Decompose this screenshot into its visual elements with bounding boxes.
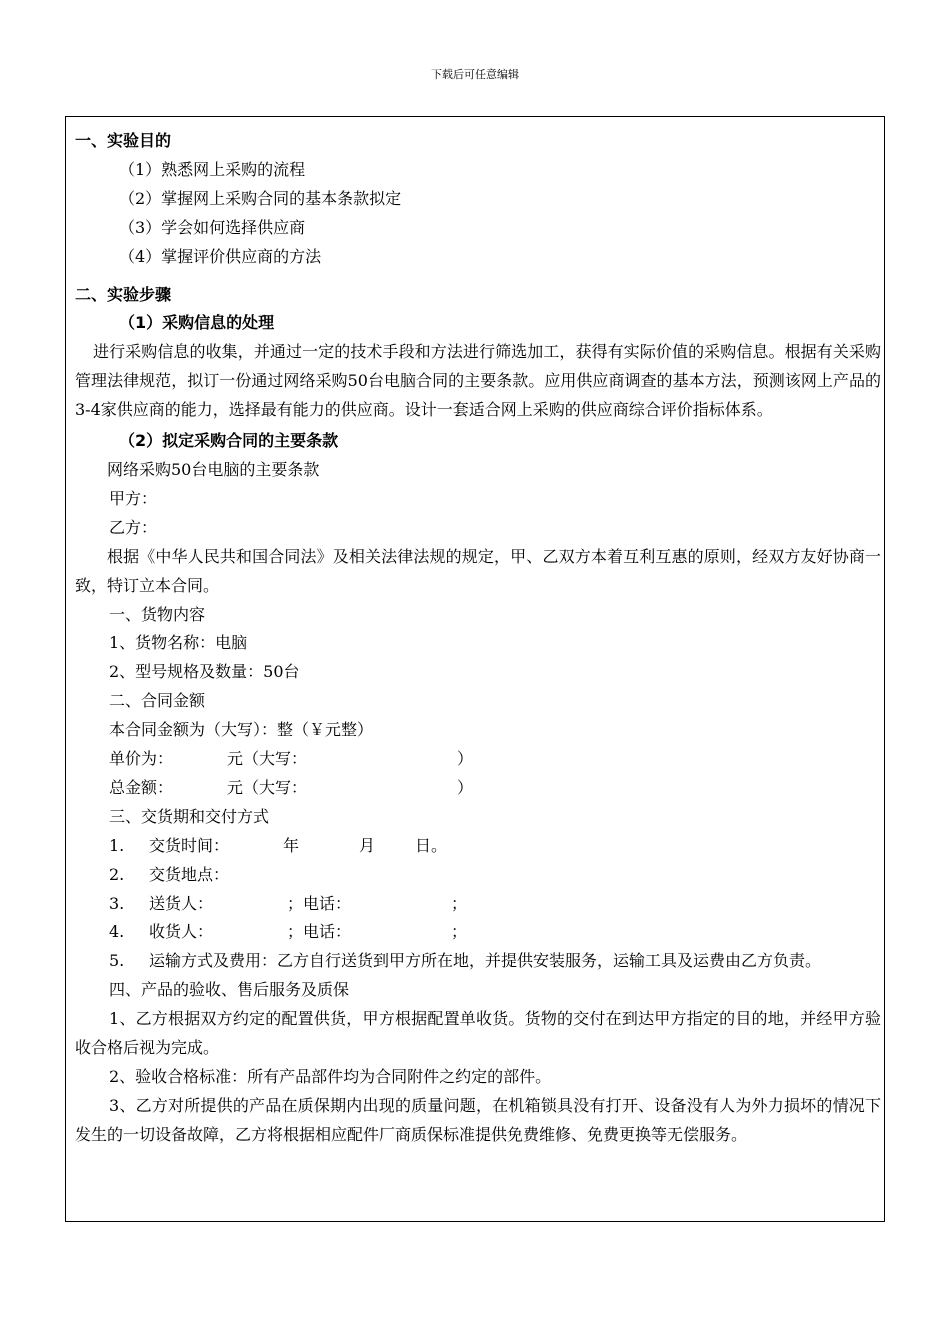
clause3-sender: 3. 送货人： ；电话： ； xyxy=(109,893,468,913)
clause3-delivery-time: 1. 交货时间： 年 月 日。 xyxy=(109,835,448,855)
section-title-objectives: 一、实验目的 xyxy=(75,131,172,150)
clause4-title: 四、产品的验收、售后服务及质保 xyxy=(109,980,350,1000)
clause2-total-amount: 总金额： 元（大写： ） xyxy=(109,777,474,797)
clause1-title: 一、货物内容 xyxy=(109,604,206,624)
clause2-unit-price: 单价为： 元（大写： ） xyxy=(109,749,474,769)
objective-item: （1）熟悉网上采购的流程 xyxy=(119,159,306,179)
clause3-delivery-place: 2. 交货地点： xyxy=(109,864,230,884)
contract-preamble: 根据《中华人民共和国合同法》及相关法律法规的规定，甲、乙双方本着互利互惠的原则，经双方友好协商一致，特订立本合同。 xyxy=(75,546,881,595)
section-title-steps: 二、实验步骤 xyxy=(75,284,172,304)
contract-title: 网络采购50台电脑的主要条款 xyxy=(107,459,320,479)
clause4-item1: 1、乙方根据双方约定的配置供货，甲方根据配置单收货。货物的交付在到达甲方指定的目的地，并经甲方验收合格后视为完成。 xyxy=(75,1009,881,1058)
objective-item: （4）掌握评价供应商的方法 xyxy=(119,246,322,266)
objective-item: （2）掌握网上采购合同的基本条款拟定 xyxy=(119,188,402,208)
party-b: 乙方： xyxy=(109,517,158,537)
clause1-goods-spec: 2、型号规格及数量：50台 xyxy=(109,662,300,682)
clause3-receiver: 4. 收货人： ；电话： ； xyxy=(109,922,468,942)
document-body xyxy=(75,127,881,1150)
clause1-goods-name: 1、货物名称：电脑 xyxy=(109,633,248,653)
info-paragraph: 进行采购信息的收集，并通过一定的技术手段和方法进行筛选加工，获得有实际价值的采购信息。根据有关采购管理法律规范，拟订一份通过网络采购50台电脑合同的主要条款。应用供应商调查的基本方法，预测该网上产品的3-4家供应商的能力，选择最有能力的供应商。设计一套适合网上采购的供应商综合评价指标体系。 xyxy=(75,342,881,420)
subsection-title-contract: （2）拟定采购合同的主要条款 xyxy=(119,431,339,451)
party-a: 甲方： xyxy=(109,488,158,508)
clause3-title: 三、交货期和交付方式 xyxy=(109,806,270,826)
objective-item: （3）学会如何选择供应商 xyxy=(119,217,306,237)
clause2-total-line: 本合同金额为（大写）：整（￥元整） xyxy=(109,720,374,740)
clause4-item3: 3、乙方对所提供的产品在质保期内出现的质量问题，在机箱锁具没有打开、设备没有人为外力损坏的情况下发生的一切设备故障，乙方将根据相应配件厂商质保标准提供免费维修、免费更换等无偿服务。 xyxy=(75,1095,881,1144)
clause2-title: 二、合同金额 xyxy=(109,691,206,711)
subsection-title-info: （1）采购信息的处理 xyxy=(119,313,275,333)
page-header-note: 下载后可任意编辑 xyxy=(431,68,519,81)
clause4-item2: 2、验收合格标准：所有产品部件均为合同附件之约定的部件。 xyxy=(109,1067,552,1086)
clause3-transport: 5. 运输方式及费用：乙方自行送货到甲方所在地，并提供安装服务，运输工具及运费由乙方负责。 xyxy=(109,951,822,971)
